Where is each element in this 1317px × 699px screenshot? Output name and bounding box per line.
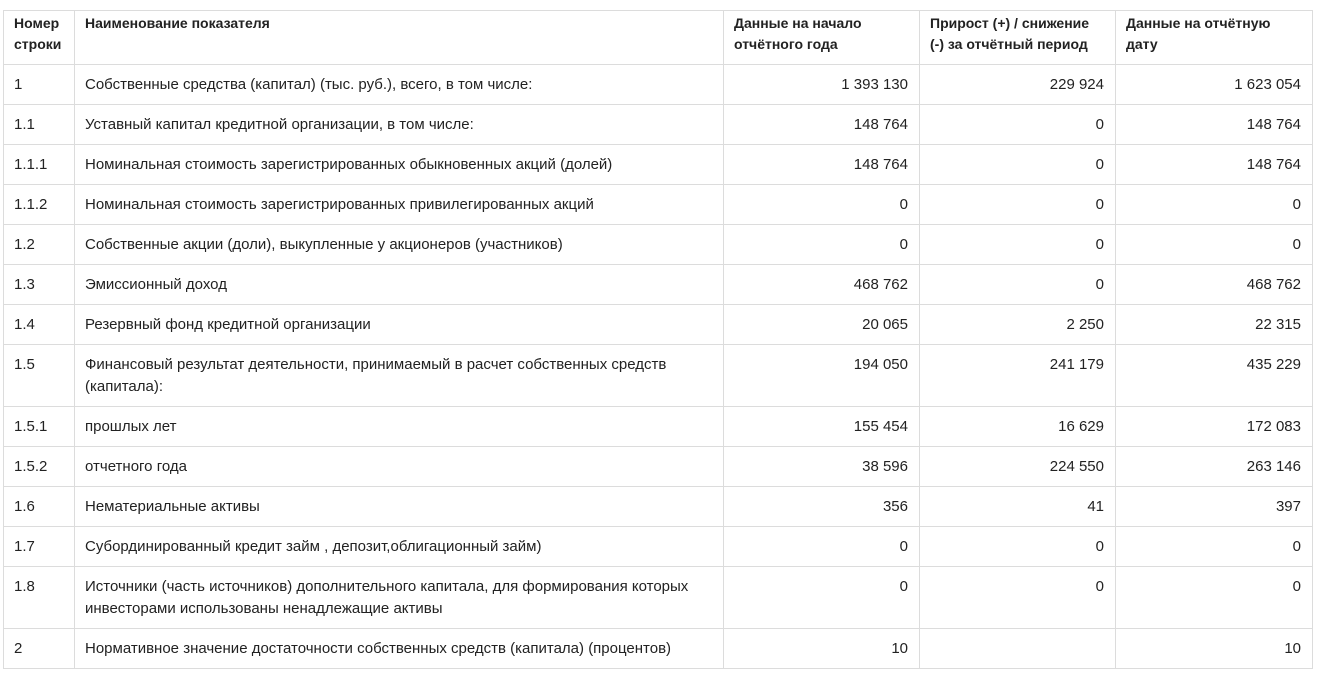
capital-table (3, 10, 1313, 669)
row-number-cell: 1 (4, 65, 75, 105)
start-of-year-value-cell: 356 (724, 487, 920, 527)
change-value-cell: 16 629 (920, 407, 1116, 447)
table-row (4, 629, 1313, 669)
change-value-cell: 0 (920, 527, 1116, 567)
start-of-year-value-cell: 0 (724, 185, 920, 225)
report-date-value-cell: 435 229 (1116, 345, 1313, 407)
row-number-cell: 1.1 (4, 105, 75, 145)
row-number-cell: 1.4 (4, 305, 75, 345)
change-value-cell: 0 (920, 145, 1116, 185)
change-value-cell: 0 (920, 185, 1116, 225)
indicator-name-cell: Источники (часть источников) дополнительного капитала, для формирования которых инвесторами использованы ненадлежащие активы (75, 567, 724, 629)
indicator-name-cell: Финансовый результат деятельности, принимаемый в расчет собственных средств (капитала): (75, 345, 724, 407)
change-value-cell: 224 550 (920, 447, 1116, 487)
indicator-name-cell: Собственные средства (капитал) (тыс. руб.), всего, в том числе: (75, 65, 724, 105)
indicator-name-cell: Субординированный кредит займ , депозит,облигационный займ) (75, 527, 724, 567)
table-row (4, 225, 1313, 265)
indicator-name-cell: прошлых лет (75, 407, 724, 447)
report-date-value-cell: 148 764 (1116, 145, 1313, 185)
row-number-cell: 1.2 (4, 225, 75, 265)
change-value-cell: 229 924 (920, 65, 1116, 105)
row-number-cell: 1.1.2 (4, 185, 75, 225)
change-value-cell: 241 179 (920, 345, 1116, 407)
report-date-value-cell: 0 (1116, 567, 1313, 629)
table-row (4, 105, 1313, 145)
start-of-year-value-cell: 0 (724, 225, 920, 265)
report-date-value-cell: 10 (1116, 629, 1313, 669)
indicator-name-cell: Эмиссионный доход (75, 265, 724, 305)
report-date-value-cell: 1 623 054 (1116, 65, 1313, 105)
row-number-cell: 1.5 (4, 345, 75, 407)
table-row (4, 567, 1313, 629)
start-of-year-value-cell: 194 050 (724, 345, 920, 407)
report-date-value-cell: 0 (1116, 225, 1313, 265)
report-date-value-cell: 148 764 (1116, 105, 1313, 145)
start-of-year-value-cell: 148 764 (724, 105, 920, 145)
report-date-value-cell: 397 (1116, 487, 1313, 527)
indicator-name-cell: Нематериальные активы (75, 487, 724, 527)
indicator-name-cell: Нормативное значение достаточности собственных средств (капитала) (процентов) (75, 629, 724, 669)
row-number-cell: 1.6 (4, 487, 75, 527)
table-row (4, 65, 1313, 105)
table-row (4, 487, 1313, 527)
table-row (4, 447, 1313, 487)
indicator-name-cell: Собственные акции (доли), выкупленные у акционеров (участников) (75, 225, 724, 265)
row-number-cell: 1.3 (4, 265, 75, 305)
header-indicator-name: Наименование показателя (75, 11, 724, 65)
change-value-cell: 0 (920, 225, 1116, 265)
table-row (4, 407, 1313, 447)
change-value-cell: 2 250 (920, 305, 1116, 345)
row-number-cell: 1.1.1 (4, 145, 75, 185)
report-date-value-cell: 172 083 (1116, 407, 1313, 447)
row-number-cell: 1.8 (4, 567, 75, 629)
header-row (4, 11, 1313, 65)
report-date-value-cell: 468 762 (1116, 265, 1313, 305)
header-report-date: Данные на отчётную дату (1116, 11, 1313, 65)
row-number-cell: 2 (4, 629, 75, 669)
header-change: Прирост (+) / снижение (-) за отчётный период (920, 11, 1116, 65)
table-row (4, 145, 1313, 185)
start-of-year-value-cell: 38 596 (724, 447, 920, 487)
report-date-value-cell: 0 (1116, 527, 1313, 567)
row-number-cell: 1.5.1 (4, 407, 75, 447)
header-start-of-year: Данные на начало отчётного года (724, 11, 920, 65)
table-row (4, 265, 1313, 305)
change-value-cell (920, 629, 1116, 669)
indicator-name-cell: отчетного года (75, 447, 724, 487)
change-value-cell: 0 (920, 105, 1116, 145)
row-number-cell: 1.5.2 (4, 447, 75, 487)
start-of-year-value-cell: 0 (724, 567, 920, 629)
indicator-name-cell: Резервный фонд кредитной организации (75, 305, 724, 345)
start-of-year-value-cell: 0 (724, 527, 920, 567)
table-body (4, 65, 1313, 669)
start-of-year-value-cell: 468 762 (724, 265, 920, 305)
start-of-year-value-cell: 148 764 (724, 145, 920, 185)
change-value-cell: 0 (920, 265, 1116, 305)
table-row (4, 305, 1313, 345)
start-of-year-value-cell: 155 454 (724, 407, 920, 447)
report-date-value-cell: 0 (1116, 185, 1313, 225)
start-of-year-value-cell: 20 065 (724, 305, 920, 345)
start-of-year-value-cell: 10 (724, 629, 920, 669)
indicator-name-cell: Уставный капитал кредитной организации, в том числе: (75, 105, 724, 145)
change-value-cell: 41 (920, 487, 1116, 527)
report-date-value-cell: 263 146 (1116, 447, 1313, 487)
indicator-name-cell: Номинальная стоимость зарегистрированных привилегированных акций (75, 185, 724, 225)
report-date-value-cell: 22 315 (1116, 305, 1313, 345)
table-row (4, 185, 1313, 225)
start-of-year-value-cell: 1 393 130 (724, 65, 920, 105)
change-value-cell: 0 (920, 567, 1116, 629)
header-row-number: Номер строки (4, 11, 75, 65)
indicator-name-cell: Номинальная стоимость зарегистрированных обыкновенных акций (долей) (75, 145, 724, 185)
table-row (4, 345, 1313, 407)
row-number-cell: 1.7 (4, 527, 75, 567)
table-row (4, 527, 1313, 567)
